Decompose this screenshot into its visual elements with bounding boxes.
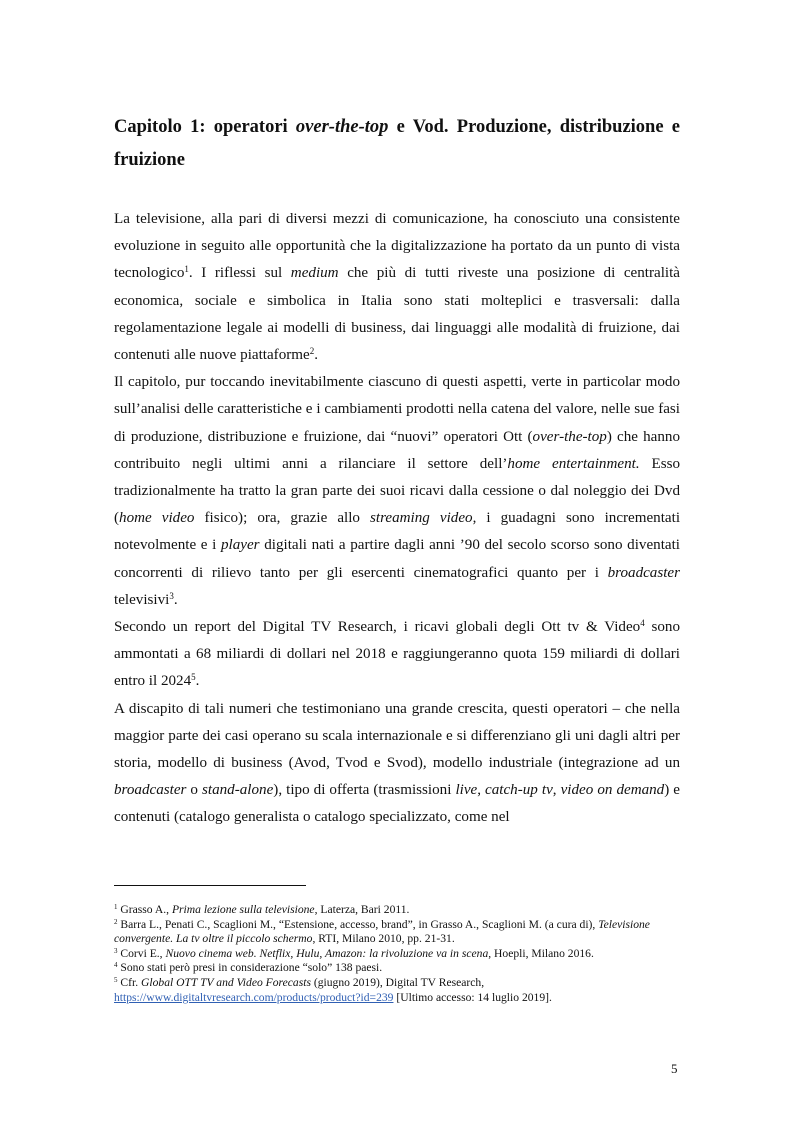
text: digitali nati a partire dagli anni ’90 del secolo scorso sono diventati concorrenti di rilievo tanto per gli esercenti cinematografici quanto per i <box>114 537 680 581</box>
footnote-number: 4 <box>114 961 118 970</box>
italic-title: Global OTT TV and Video Forecasts <box>141 975 311 989</box>
italic-term: catch-up tv <box>485 782 553 799</box>
italic-title: Televisione convergente. La tv oltre il piccolo schermo <box>114 917 650 946</box>
heading-italic: over-the-top <box>295 117 389 137</box>
paragraph-4 <box>114 696 680 832</box>
footnote-divider <box>114 885 306 886</box>
italic-term: broadcaster <box>114 782 187 799</box>
footnote-5 <box>114 976 680 1005</box>
body-text <box>114 206 680 832</box>
footnote-ref-1[interactable]: 1 <box>184 264 189 275</box>
footnote-number: 2 <box>114 917 118 926</box>
chapter-heading <box>114 111 680 177</box>
text: (giugno 2019), Digital TV Research, <box>310 975 485 989</box>
text: A discapito di tali numeri che testimoniano una grande crescita, questi operatori – che nella maggior parte dei casi operano su scala internazionale e si differenziano gli uni dagli altri per storia, modello di business (Avod, Tvod e Svod), modello industriale (integrazione ad un <box>114 700 680 772</box>
footnote-4 <box>114 961 680 976</box>
text: Corvi E., <box>117 946 166 960</box>
text: televisivi <box>114 591 170 608</box>
text: , <box>552 782 561 799</box>
text: Esso tradizionalmente ha tratto la gran parte dei suoi ricavi dalla cessione o dal noleggio dei Dvd ( <box>114 455 680 527</box>
footnote-ref-4[interactable]: 4 <box>640 618 645 629</box>
text: fisico); ora, grazie allo <box>194 510 371 527</box>
text: Secondo un report del Digital TV Research, i ricavi globali degli Ott tv & Video <box>114 619 641 636</box>
footnote-ref-5[interactable]: 5 <box>191 672 196 683</box>
italic-title: Prima lezione sulla televisione <box>171 903 315 916</box>
text: , RTI, Milano 2010, pp. 21-31. <box>312 932 455 946</box>
text: . <box>195 673 200 690</box>
text: , i guadagni sono incrementati notevolmente e i <box>114 510 681 554</box>
italic-term: live <box>455 782 478 799</box>
paragraph-1 <box>114 206 680 369</box>
italic-term: home video <box>119 510 195 527</box>
footnote-link[interactable]: https://www.digitaltvresearch.com/products/product?id=239 <box>114 990 394 1004</box>
text: , <box>477 782 486 799</box>
italic-title: Nuovo cinema web. Netflix, Hulu, Amazon: la rivoluzione va in scena <box>165 946 489 960</box>
italic-term: medium <box>290 265 339 282</box>
footnote-1 <box>114 903 680 918</box>
text: , Laterza, Bari 2011. <box>314 903 410 916</box>
heading-text: Capitolo 1: operatori <box>114 117 296 137</box>
footnotes <box>114 903 680 1005</box>
text: Barra L., Penati C., Scaglioni M., “Estensione, accesso, brand”, in Grasso A., Scaglioni M. (a cura di), <box>117 917 599 931</box>
footnote-number: 1 <box>114 903 118 911</box>
text: ) che hanno contribuito negli ultimi anni a rilanciare il settore dell’ <box>114 428 681 472</box>
text: . <box>173 591 178 608</box>
heading-line2: fruizione <box>114 150 185 170</box>
text: Grasso A., <box>117 903 172 916</box>
footnote-ref-3[interactable]: 3 <box>169 590 174 601</box>
text: sono ammontati a 68 miliardi di dollari nel 2018 e raggiungeranno quota 159 miliardi di dollari entro il 2024 <box>114 619 680 690</box>
page-number: 5 <box>671 1061 678 1076</box>
text: [Ultimo accesso: 14 luglio 2019]. <box>393 990 552 1004</box>
italic-term: stand-alone <box>202 782 274 799</box>
text: Sono stati però presi in considerazione “solo” 138 paesi. <box>117 961 383 975</box>
text: , Hoepli, Milano 2016. <box>488 946 594 960</box>
paragraph-2 <box>114 369 680 614</box>
text: ), tipo di offerta (trasmissioni <box>273 782 456 799</box>
text: . <box>314 347 319 364</box>
text: Il capitolo, pur toccando inevitabilmente ciascuno di questi aspetti, verte in particolar modo sull’analisi delle caratteristiche e i cambiamenti prodotti nella catena del valore, nelle sue fasi di produzione, distribuzione e fruizione, dai “nuovi” operatori Ott ( <box>114 374 680 445</box>
italic-term: player <box>221 537 260 554</box>
italic-term: streaming video <box>370 510 473 527</box>
text: o <box>186 782 203 799</box>
footnote-3 <box>114 947 680 962</box>
footnote-number: 3 <box>114 946 118 955</box>
footnote-ref-2[interactable]: 2 <box>309 346 315 357</box>
paragraph-3 <box>114 614 680 696</box>
text: che più di tutti riveste una posizione di centralità economica, sociale e simbolica in Italia sono stati molteplici e trasversali: dalla regolamentazione legale ai modelli di business, dai linguaggi alle modalità di fruizione, dai contenuti alle nuove piattaforme <box>114 265 680 364</box>
text: Cfr. <box>117 975 142 989</box>
italic-term: video on demand <box>560 782 665 799</box>
footnote-number: 5 <box>114 975 118 984</box>
footnote-2 <box>114 918 680 947</box>
italic-term: home entertainment. <box>507 455 640 472</box>
text: La televisione, alla pari di diversi mezzi di comunicazione, ha conosciuto una consistente evoluzione in seguito alle opportunità che la digitalizzazione ha portato da un punto di vista tecnologico <box>114 211 680 282</box>
italic-term: over-the-top <box>532 428 607 445</box>
italic-term: broadcaster <box>607 564 680 581</box>
heading-text: e Vod. Produzione, distribuzione e <box>388 117 680 137</box>
text: ) e contenuti (catalogo generalista o catalogo specializzato, come nel <box>114 782 680 826</box>
text: . I riflessi sul <box>188 265 291 282</box>
